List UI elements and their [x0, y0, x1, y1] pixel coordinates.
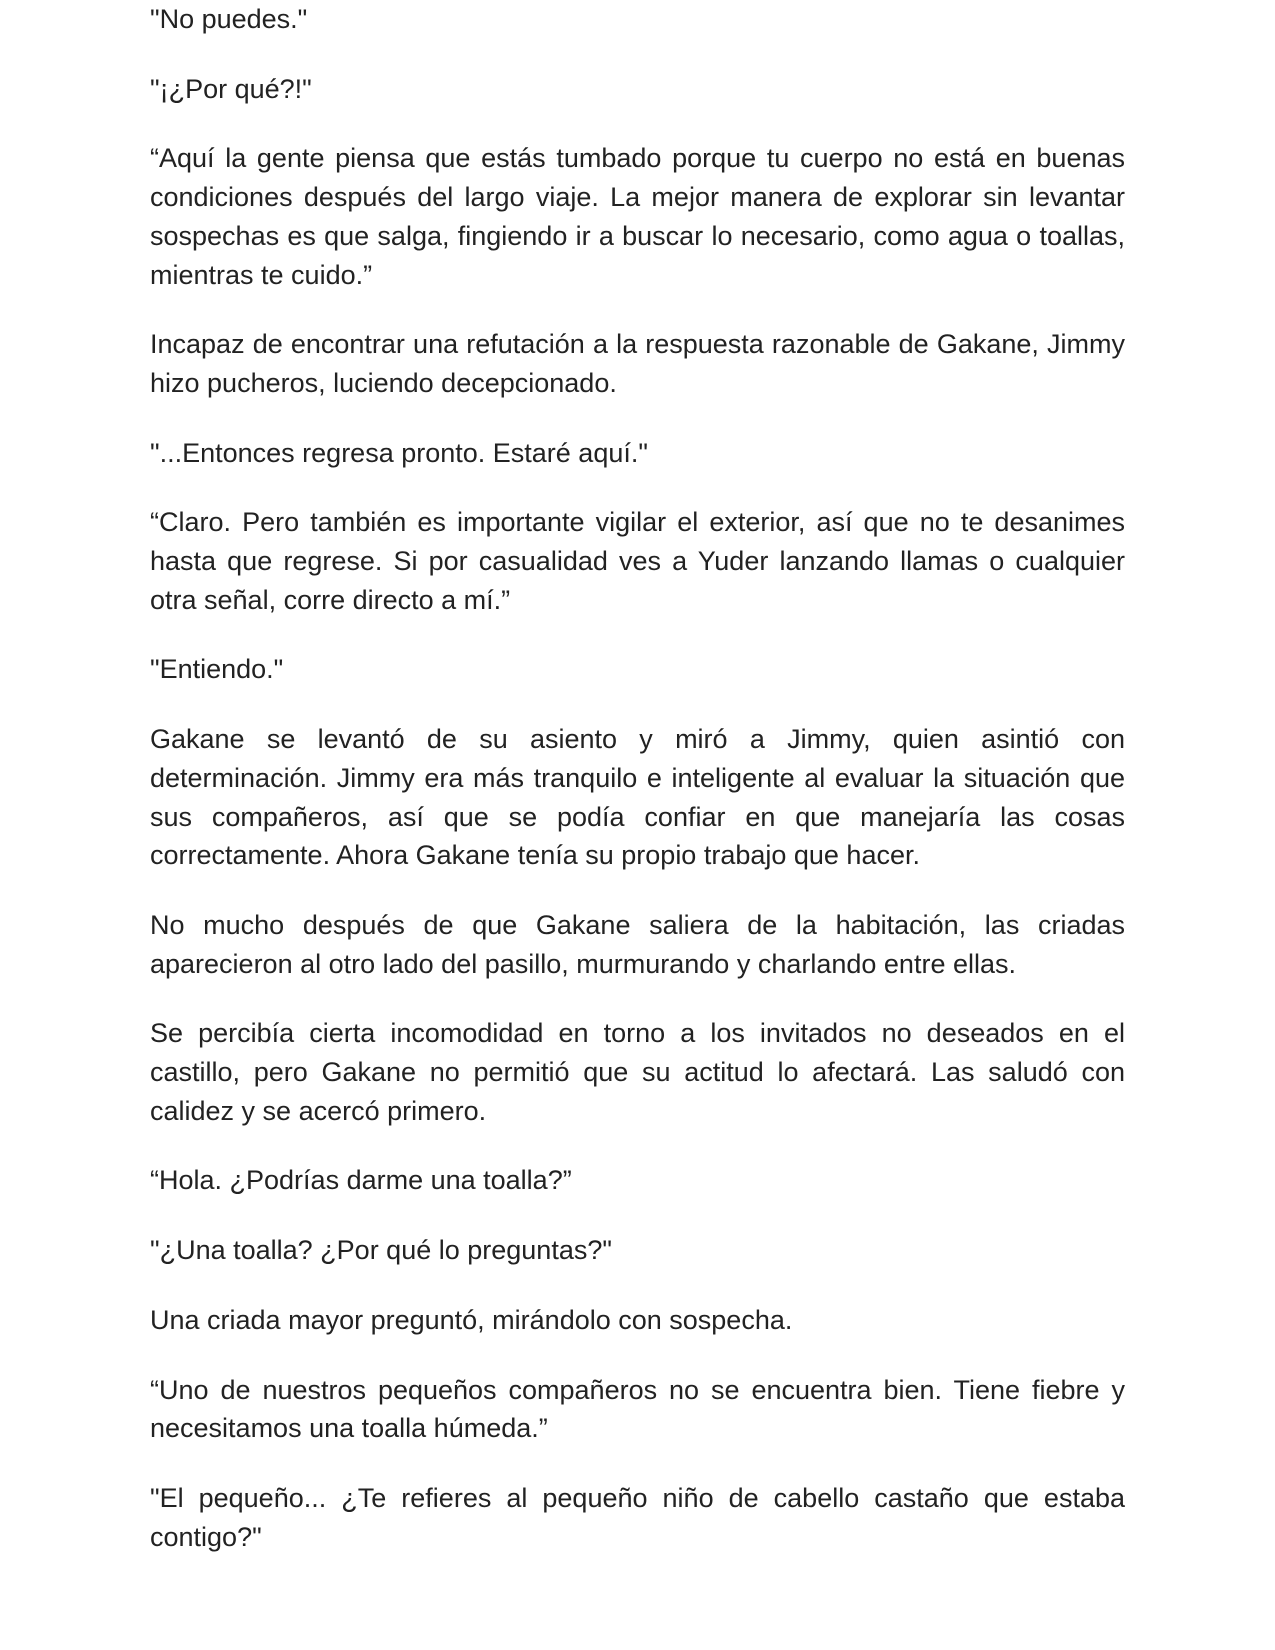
paragraph: "¡¿Por qué?!" [150, 73, 312, 104]
paragraph: No mucho después de que Gakane saliera de la habitación, las criadas aparecieron al otro lado del pasillo, murmurando y charlando entre ellas. [150, 909, 1125, 979]
paragraph: “Uno de nuestros pequeños compañeros no se encuentra bien. Tiene fiebre y necesitamos una toalla húmeda.” [150, 1374, 1125, 1444]
paragraph: “Hola. ¿Podrías darme una toalla?” [150, 1165, 572, 1196]
paragraph: “Claro. Pero también es importante vigilar el exterior, así que no te desanimes hasta que regrese. Si por casualidad ves a Yuder lanzando llamas o cualquier otra señal, corre directo a mí.” [150, 507, 1125, 615]
paragraph: Se percibía cierta incomodidad en torno a los invitados no deseados en el castillo, pero Gakane no permitió que su actitud lo afectará. Las saludó con calidez y se acercó primero. [150, 1018, 1125, 1126]
document-page [150, 0, 1125, 1587]
paragraph: Una criada mayor preguntó, mirándolo con sospecha. [150, 1304, 793, 1335]
paragraph: "Entiendo." [150, 654, 284, 685]
paragraph: "...Entonces regresa pronto. Estaré aquí." [150, 437, 648, 468]
paragraph: Gakane se levantó de su asiento y miró a Jimmy, quien asintió con determinación. Jimmy era más tranquilo e inteligente al evaluar la situación que sus compañeros, así que se podía confiar en que manejaría las cosas correctamente. Ahora Gakane tenía su propio trabajo que hacer. [150, 724, 1125, 871]
paragraph: Incapaz de encontrar una refutación a la respuesta razonable de Gakane, Jimmy hizo pucheros, luciendo decepcionado. [150, 329, 1125, 398]
paragraph: “Aquí la gente piensa que estás tumbado porque tu cuerpo no está en buenas condiciones después del largo viaje. La mejor manera de explorar sin levantar sospechas es que salga, fingiendo ir a buscar lo necesario, como agua o toallas, mientras te cuido.” [150, 143, 1125, 290]
paragraph: "El pequeño... ¿Te refieres al pequeño niño de cabello castaño que estaba contigo?" [150, 1482, 1125, 1552]
paragraph: "¿Una toalla? ¿Por qué lo preguntas?" [150, 1235, 612, 1266]
paragraph: "No puedes." [150, 4, 308, 34]
